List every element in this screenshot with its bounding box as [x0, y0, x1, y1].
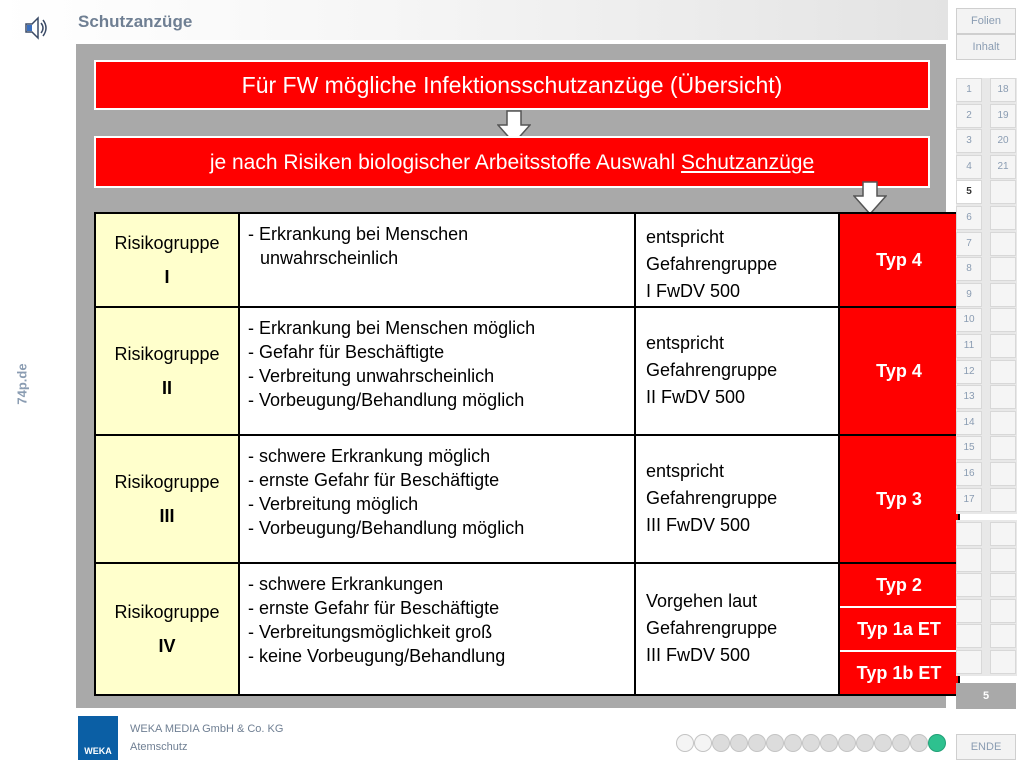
empty-slide-slot — [990, 180, 1016, 204]
empty-slide-slot — [990, 411, 1016, 435]
progress-dot[interactable] — [820, 734, 838, 752]
description-line: - Gefahr für Beschäftigte — [248, 342, 445, 362]
empty-slide-slot — [990, 385, 1016, 409]
progress-dot[interactable] — [910, 734, 928, 752]
risk-group-level: IV — [158, 636, 176, 656]
side-label: 74p.de — [14, 363, 30, 405]
slide-button-19[interactable]: 19 — [990, 104, 1016, 128]
risk-group-label: Risikogruppe — [114, 344, 220, 364]
progress-dot[interactable] — [694, 734, 712, 752]
slide-button-12[interactable]: 12 — [956, 360, 982, 384]
progress-dot[interactable] — [784, 734, 802, 752]
description-line: - Verbreitung möglich — [248, 494, 419, 514]
description-line: - keine Vorbeugung/Behandlung — [248, 646, 506, 666]
reference-line: entspricht — [646, 333, 725, 353]
reference-line: entspricht — [646, 227, 725, 247]
slide-button-1[interactable]: 1 — [956, 78, 982, 102]
description-line: - schwere Erkrankung möglich — [248, 446, 491, 466]
table-row — [95, 307, 959, 435]
slide-button-17[interactable]: 17 — [956, 488, 982, 512]
progress-dot[interactable] — [838, 734, 856, 752]
empty-slide-slot — [956, 522, 982, 546]
risk-group-cell — [95, 563, 239, 695]
slide-button-18[interactable]: 18 — [990, 78, 1016, 102]
risk-group-level: III — [159, 506, 175, 526]
slide-navigator — [956, 78, 1017, 514]
empty-slide-slot — [956, 624, 982, 648]
speaker-icon[interactable] — [24, 14, 50, 42]
risk-group-label: Risikogruppe — [114, 233, 220, 253]
risk-description-cell — [239, 435, 635, 563]
slide-button-8[interactable]: 8 — [956, 257, 982, 281]
slide-button-20[interactable]: 20 — [990, 129, 1016, 153]
table-row — [95, 213, 959, 307]
slide-button-13[interactable]: 13 — [956, 385, 982, 409]
reference-line: Gefahrengruppe — [646, 488, 778, 508]
risk-description-cell — [239, 563, 635, 695]
footer-subtitle: Atemschutz — [130, 741, 188, 753]
empty-slide-slot — [990, 232, 1016, 256]
slide-button-10[interactable]: 10 — [956, 308, 982, 332]
reference-line: entspricht — [646, 461, 725, 481]
empty-slide-slot — [990, 522, 1016, 546]
empty-slide-slot — [990, 360, 1016, 384]
progress-dot[interactable] — [748, 734, 766, 752]
table-row — [95, 435, 959, 563]
reference-line: Vorgehen laut — [646, 591, 758, 611]
description-line: - Vorbeugung/Behandlung möglich — [248, 518, 525, 538]
arrow-down-icon — [853, 181, 887, 215]
reference-line: II FwDV 500 — [646, 387, 746, 407]
reference-line: Gefahrengruppe — [646, 254, 778, 274]
description-line: - Verbreitungsmöglichkeit groß — [248, 622, 493, 642]
slide-button-5[interactable]: 5 — [956, 180, 982, 204]
footer-company: WEKA MEDIA GmbH & Co. KG — [130, 723, 284, 735]
suit-type-cell: Typ 4 — [839, 307, 959, 435]
suit-type-cell: Typ 3 — [839, 435, 959, 563]
selection-banner — [94, 136, 930, 188]
slide-button-4[interactable]: 4 — [956, 155, 982, 179]
slide-button-2[interactable]: 2 — [956, 104, 982, 128]
risk-group-table — [94, 212, 960, 696]
empty-slide-slot — [990, 308, 1016, 332]
empty-slide-slot — [990, 436, 1016, 460]
suit-type-item: Typ 1a ET — [840, 608, 958, 652]
suit-type-item: Typ 2 — [840, 564, 958, 608]
empty-slide-slot — [956, 573, 982, 597]
risk-group-cell — [95, 307, 239, 435]
slide-button-21[interactable]: 21 — [990, 155, 1016, 179]
slide-button-15[interactable]: 15 — [956, 436, 982, 460]
inhalt-button[interactable]: Inhalt — [956, 34, 1016, 60]
risk-group-cell — [95, 213, 239, 307]
empty-slide-slot — [990, 650, 1016, 674]
empty-slide-slot — [990, 599, 1016, 623]
reference-cell — [635, 435, 839, 563]
progress-dot[interactable] — [766, 734, 784, 752]
reference-line: Gefahrengruppe — [646, 618, 778, 638]
progress-dot[interactable] — [730, 734, 748, 752]
empty-slide-slot — [990, 548, 1016, 572]
empty-slide-slot — [990, 257, 1016, 281]
description-line: - ernste Gefahr für Beschäftigte — [248, 470, 500, 490]
slide-button-14[interactable]: 14 — [956, 411, 982, 435]
progress-dot[interactable] — [928, 734, 946, 752]
empty-slide-slot — [990, 206, 1016, 230]
risk-group-label: Risikogruppe — [114, 472, 220, 492]
description-line: - schwere Erkrankungen — [248, 574, 444, 594]
description-line: - Verbreitung unwahrscheinlich — [248, 366, 495, 386]
logo-text: WEKA — [84, 746, 112, 756]
reference-cell — [635, 563, 839, 695]
slide-button-16[interactable]: 16 — [956, 462, 982, 486]
risk-group-cell — [95, 435, 239, 563]
suit-type-item: Typ 1b ET — [856, 663, 942, 683]
progress-dot[interactable] — [892, 734, 910, 752]
slide-button-6[interactable]: 6 — [956, 206, 982, 230]
slide-button-11[interactable]: 11 — [956, 334, 982, 358]
slide-button-3[interactable]: 3 — [956, 129, 982, 153]
empty-slide-slot — [990, 462, 1016, 486]
progress-dot[interactable] — [802, 734, 820, 752]
progress-dot[interactable] — [874, 734, 892, 752]
empty-slide-grid — [956, 520, 1017, 676]
risk-description-cell — [239, 307, 635, 435]
progress-dot[interactable] — [856, 734, 874, 752]
reference-cell — [635, 213, 839, 307]
empty-slide-slot — [990, 334, 1016, 358]
progress-dots — [676, 734, 946, 752]
description-line: - Erkrankung bei Menschen — [248, 224, 469, 244]
slide-button-9[interactable]: 9 — [956, 283, 982, 307]
page-title: Schutzanzüge — [78, 12, 193, 31]
progress-dot[interactable] — [712, 734, 730, 752]
selection-banner-text: je nach Risiken biologischer Arbeitsstoffe Auswahl — [209, 151, 682, 174]
risk-group-level: I — [164, 267, 170, 287]
risk-group-label: Risikogruppe — [114, 602, 220, 622]
empty-slide-slot — [956, 650, 982, 674]
description-line: - Erkrankung bei Menschen möglich — [248, 318, 536, 338]
description-line: unwahrscheinlich — [260, 248, 399, 268]
reference-line: III FwDV 500 — [646, 515, 751, 535]
description-line: - ernste Gefahr für Beschäftigte — [248, 598, 500, 618]
weka-logo — [78, 716, 118, 760]
progress-dot[interactable] — [676, 734, 694, 752]
current-page-indicator: 5 — [956, 683, 1016, 709]
reference-cell — [635, 307, 839, 435]
description-line: - Vorbeugung/Behandlung möglich — [248, 390, 525, 410]
empty-slide-slot — [956, 599, 982, 623]
suit-type-cell: Typ 4 — [839, 213, 959, 307]
reference-line: III FwDV 500 — [646, 645, 751, 665]
table-row — [95, 563, 959, 695]
risk-description-cell — [239, 213, 635, 307]
reference-line: I FwDV 500 — [646, 281, 741, 301]
empty-slide-slot — [990, 573, 1016, 597]
ende-button[interactable]: ENDE — [956, 734, 1016, 760]
empty-slide-slot — [990, 283, 1016, 307]
suit-type-cell — [839, 563, 959, 695]
empty-slide-slot — [990, 488, 1016, 512]
folien-button[interactable]: Folien — [956, 8, 1016, 34]
empty-slide-slot — [990, 624, 1016, 648]
selection-banner-underlined: Schutzanzüge — [681, 151, 815, 174]
empty-slide-slot — [956, 548, 982, 572]
slide-button-7[interactable]: 7 — [956, 232, 982, 256]
reference-line: Gefahrengruppe — [646, 360, 778, 380]
overview-banner: Für FW mögliche Infektionsschutzanzüge (Übersicht) — [94, 60, 930, 110]
risk-group-level: II — [161, 378, 172, 398]
